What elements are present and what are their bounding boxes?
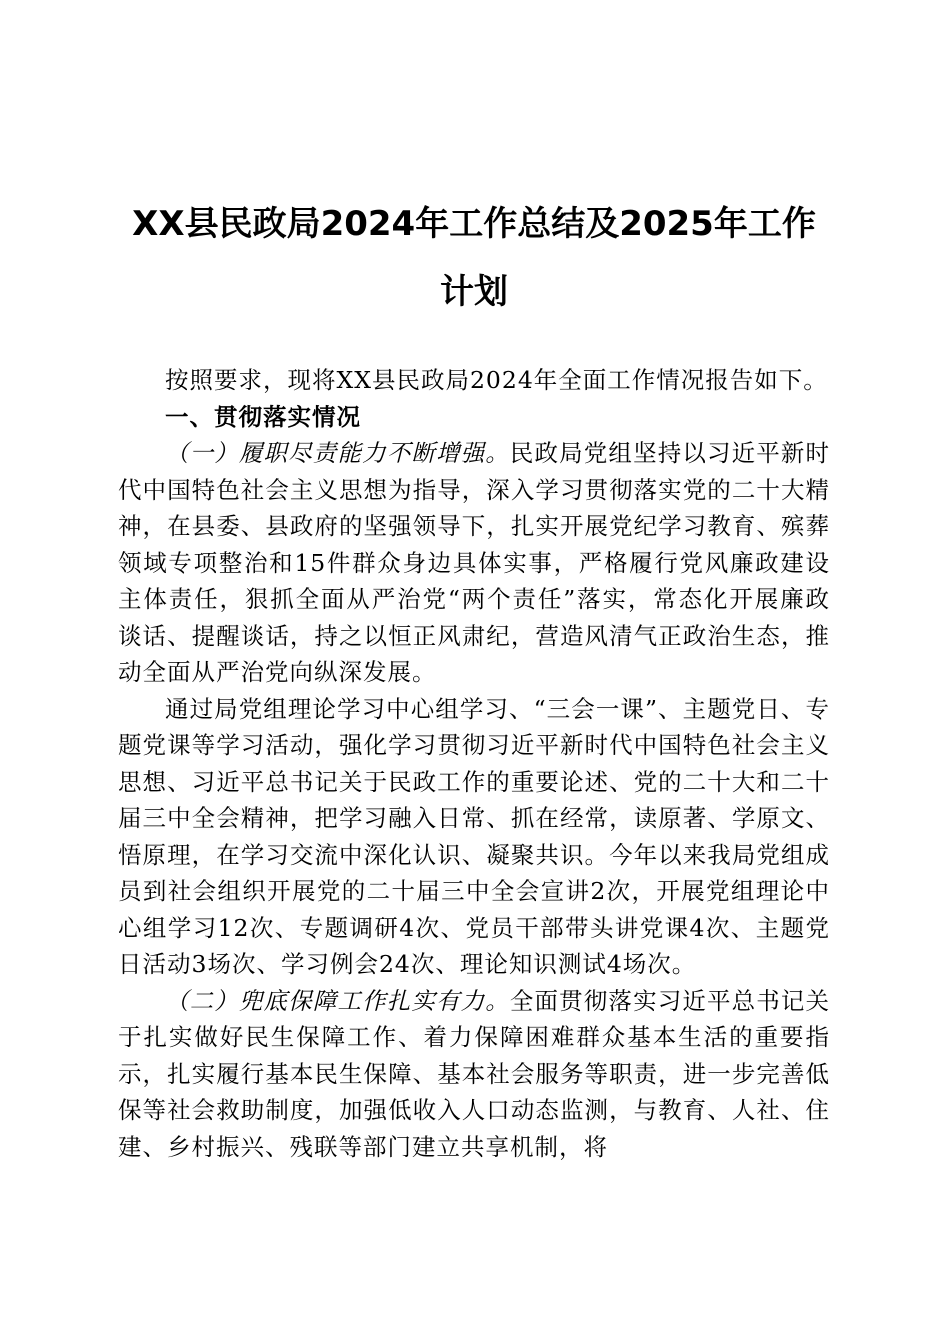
document-page — [118, 0, 830, 1344]
document-body — [118, 362, 830, 1165]
document-title — [118, 190, 830, 326]
paragraph-1 — [118, 435, 830, 691]
intro-paragraph: 按照要求，现将XX县民政局2024年全面工作情况报告如下。 — [165, 366, 828, 394]
section-heading-1: 一、贯彻落实情况 — [165, 402, 361, 431]
paragraph-3-text: 全面贯彻落实习近平总书记关于扎实做好民生保障工作、着力保障困难群众基本生活的重要指示，扎实履行基本民生保障、基本社会服务等职责，进一步完善低保等社会救助制度，加强低收入人口动态监测，与教育、人社、住建、乡村振兴、残联等部门建立共享机制，将 — [118, 986, 831, 1161]
paragraph-1-text: 民政局党组坚持以习近平新时代中国特色社会主义思想为指导，深入学习贯彻落实党的二十大精神，在县委、县政府的坚强领导下，扎实开展党纪学习教育、殡葬领域专项整治和15件群众身边具体实事，严格履行党风廉政建设主体责任，狠抓全面从严治党“两个责任”落实，常态化开展廉政谈话、提醒谈话，持之以恒正风肃纪，营造风清气正政治生态，推动全面从严治党向纵深发展。 — [118, 439, 831, 686]
title-line-1: XX县民政局2024年工作总结及2025年工作 — [132, 204, 816, 244]
title-line-2: 计划 — [440, 272, 508, 312]
paragraph-2: 通过局党组理论学习中心组学习、“三会一课”、主题党日、专题党课等学习活动，强化学习贯彻习近平新时代中国特色社会主义思想、习近平总书记关于民政工作的重要论述、党的二十大和二十届三中全会精神，把学习融入日常、抓在经常，读原著、学原文、悟原理，在学习交流中深化认识、凝聚共识。今年以来我局党组成员到社会组织开展党的二十届三中全会宣讲2次，开展党组理论中心组学习12次、专题调研4次、党员干部带头讲党课4次、主题党日活动3场次、学习例会24次、理论知识测试4场次。 — [118, 694, 830, 978]
paragraph-1-lead: （一）履职尽责能力不断增强。 — [165, 439, 510, 467]
paragraph-3 — [118, 983, 830, 1166]
paragraph-3-lead: （二）兜底保障工作扎实有力。 — [165, 986, 510, 1015]
